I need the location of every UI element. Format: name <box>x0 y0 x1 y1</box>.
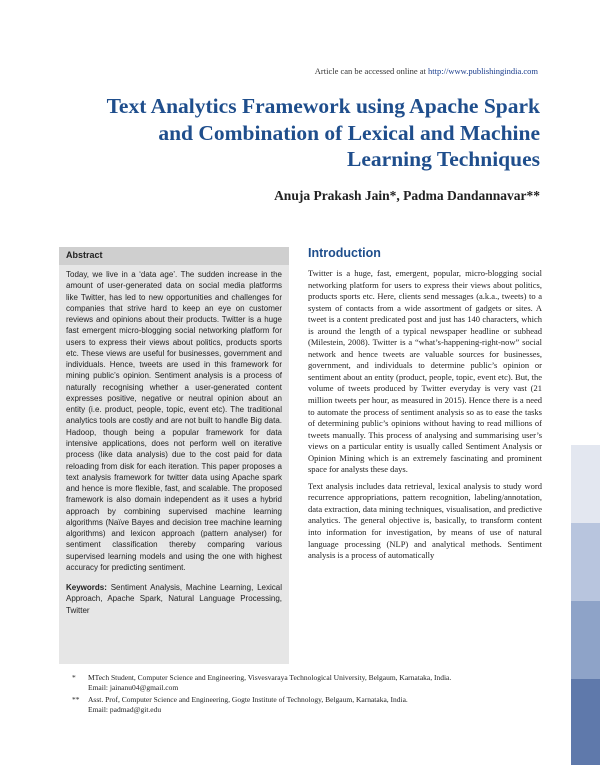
keywords-label: Keywords: <box>66 583 107 593</box>
footnote-email: Email: padmad@git.edu <box>88 705 162 715</box>
access-prefix: Article can be accessed online at <box>314 66 429 76</box>
access-url-link[interactable]: http://www.publishingindia.com <box>428 66 538 76</box>
side-tab-block <box>571 679 600 765</box>
abstract-heading: Abstract <box>66 250 103 260</box>
footnote-affiliation: Asst. Prof, Computer Science and Engineering, Gogte Institute of Technology, Belgaum, Karnataka, India. <box>88 694 408 704</box>
keywords-text: Sentiment Analysis, Machine Learning, Lexical Approach, Apache Spark, Natural Language Processing, Twitter <box>66 583 282 615</box>
title-line: Learning Techniques <box>347 147 540 171</box>
side-tab-block <box>571 445 600 523</box>
introduction-paragraph: Text analysis includes data retrieval, lexical analysis to study word recurrence appropriations, pattern recognition, labeling/annotation, data extraction, data mining techniques, visualisation, and predictive analytics. The general objective is, basically, to transform content into information for investigation, by means of use of natural language processing (NLP) and analytical methods. Sentiment analysis is a process of automatically <box>308 480 542 561</box>
introduction-heading: Introduction <box>308 246 381 260</box>
access-note <box>315 66 538 76</box>
side-tab-block <box>571 523 600 601</box>
introduction-paragraph: Twitter is a huge, fast, emergent, popular, micro-blogging social networking platform for users to express their views about politics, products sports etc. Here, clients send messages (a.k.a., tweets) to a system of contacts from a wide assortment of gadgets or sites. A tweet is a content predicated post and just has 140 characters, which is around the length of a typical newspaper headline or subhead (Milestein, 2008). Twitter is a “what’s-happening-right-now” social network and hence tweets are valuable sources for businesses, government, and individuals to determine public’s opinion or sentiment about an entity (product, people, topic, event etc). But, the volume of tweets produced by Twitter everyday is very vast (21 million tweets per hour, as measured in 2015). Hence there is a need to automate the process of sentiment analysis so as to ease the tasks of determining public’s opinions without having to read millions of tweets manually. This process of analysing and summarising user’s views on a particular entity is usually called Sentiment Analysis or Opinion Mining which is an extremely fascinating and prominent space for analysts these days. <box>308 268 542 475</box>
title-line: and Combination of Lexical and Machine <box>158 120 540 145</box>
keywords <box>66 582 282 616</box>
paper-title <box>70 93 540 173</box>
title-line: Text Analytics Framework using Apache Spark <box>106 94 540 118</box>
abstract-body <box>66 269 282 616</box>
side-tab-block <box>571 601 600 679</box>
footnote <box>70 695 550 716</box>
footnote-mark: ** <box>72 694 80 704</box>
introduction-body <box>308 268 542 562</box>
footnote <box>70 673 550 694</box>
abstract-header <box>59 247 289 265</box>
footnote-affiliation: MTech Student, Computer Science and Engineering, Visvesvaraya Technological University, Belgaum, Karnataka, India. <box>88 673 452 682</box>
footnote-mark: * <box>72 673 76 682</box>
authors: Anuja Prakash Jain*, Padma Dandannavar** <box>274 188 540 203</box>
footnote-email: Email: jainanu04@gmail.com <box>88 683 179 693</box>
abstract-text: Today, we live in a ‘data age’. The sudden increase in the amount of user-generated data on social media platforms like Twitter, has led to new opportunities and challenges for companies that strive hard to keep an eye on customer reviews and opinions about their products. Twitter is a huge fast emergent micro-blogging social networking platform for users to express their views about politics, products sports etc. These views are useful for businesses, government and individuals. Hence, tweets are used in this framework for mining public’s opinion. Sentiment analysis is a process of naturally recognising whether a user-generated content expresses positive, negative or neutral opinion about an entity (i.e. product, people, topic, event etc). The traditional analytics tools are costly and are not built to handle Big data. Hadoop, though being a popular framework for data intensive applications, does not perform well on iterative process (like data analysis) due to the cost paid for data reloading from disk for each iteration. This paper proposes a text analysis framework for twitter data using Apache spark and hence is more flexible, fast, and scalable. The proposed framework is also domain independent as it uses a hybrid approach by combining supervised machine learning algorithms (Naïve Bayes and decision tree machine learning algorithms) and lexicon approach (pattern analyser) for sentiment classification thereby comparing various supervised learning models and using the one with highest accuracy for predicting sentiment. <box>66 270 282 572</box>
footnotes <box>70 673 550 716</box>
